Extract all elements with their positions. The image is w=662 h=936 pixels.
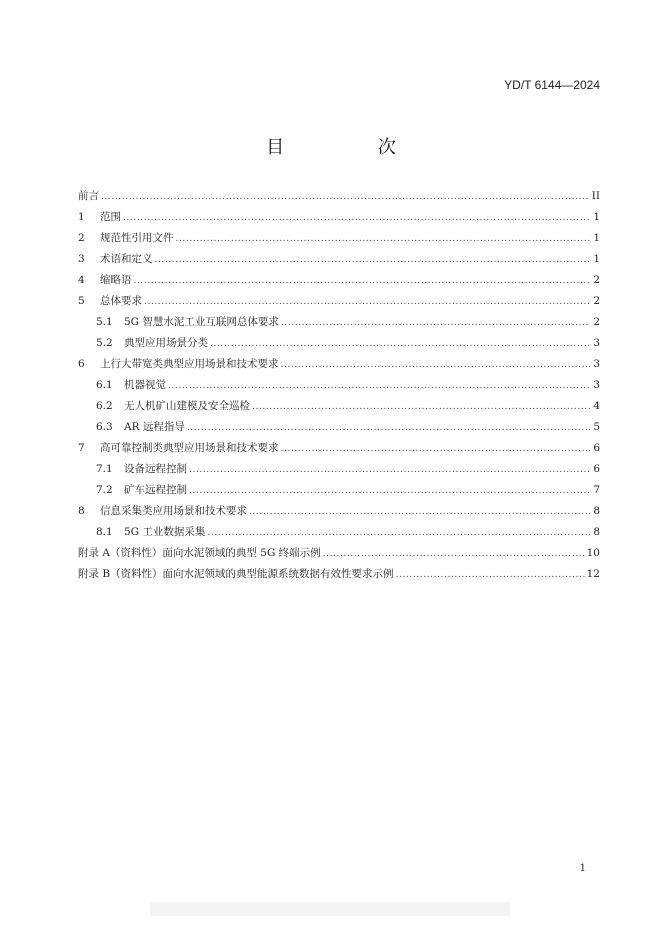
- toc-entry-title: 设备远程控制: [124, 463, 187, 475]
- toc-entry-number: 5.1: [96, 316, 113, 328]
- toc-entry-title: 信息采集类应用场景和技术要求: [100, 505, 247, 517]
- toc-entry-title: 前言: [78, 190, 99, 202]
- toc-entry-page: 8: [593, 526, 600, 538]
- toc-entry-title: 总体要求: [100, 295, 142, 307]
- toc-entry-number: 5.2: [96, 337, 113, 349]
- toc-entry-page: 8: [593, 505, 600, 517]
- toc-entry-number: 7.1: [96, 463, 113, 475]
- toc-entry-page: 2: [593, 295, 600, 307]
- toc-entry[interactable]: [78, 190, 600, 211]
- toc-dot-leader: [168, 380, 590, 392]
- toc-dot-leader: [281, 359, 591, 371]
- toc-entry-title: 5G 智慧水泥工业互联网总体要求: [124, 316, 279, 328]
- toc-dot-leader: [396, 569, 585, 581]
- toc-entry-page: II: [591, 190, 600, 202]
- toc-entry[interactable]: [78, 442, 600, 463]
- toc-entry-page: 1: [593, 253, 600, 265]
- toc-entry[interactable]: [78, 547, 600, 568]
- toc-entry-title: 上行大带宽类典型应用场景和技术要求: [100, 358, 279, 370]
- toc-entry[interactable]: [78, 526, 600, 547]
- toc-dot-leader: [207, 527, 590, 539]
- toc-entry[interactable]: [78, 463, 600, 484]
- toc-entry-title: 缩略语: [100, 274, 132, 286]
- toc-entry-title: 高可靠控制类典型应用场景和技术要求: [100, 442, 279, 454]
- toc-entry-title: 范围: [100, 211, 121, 223]
- toc-entry-number: 2: [78, 232, 85, 244]
- toc-entry-number: 6.2: [96, 400, 113, 412]
- toc-entry-page: 10: [586, 547, 600, 559]
- toc-dot-leader: [101, 191, 590, 203]
- toc-entry[interactable]: [78, 484, 600, 505]
- toc-dot-leader: [252, 401, 590, 413]
- toc-entry-page: 5: [593, 421, 600, 433]
- toc-dot-leader: [187, 422, 590, 434]
- toc-entry-page: 12: [586, 568, 600, 580]
- toc-entry-number: 3: [78, 253, 85, 265]
- toc-entry-page: 2: [593, 316, 600, 328]
- toc-dot-leader: [189, 485, 590, 497]
- toc-entry-title: 矿车远程控制: [124, 484, 187, 496]
- toc-entry-number: 6.1: [96, 379, 113, 391]
- page-title: 目 次: [266, 137, 440, 158]
- toc-entry-number: 8: [78, 505, 85, 517]
- toc-dot-leader: [281, 317, 590, 329]
- toc-entry-number: 1: [78, 211, 85, 223]
- toc-entry-number: 7: [78, 442, 85, 454]
- toc-dot-leader: [323, 548, 585, 560]
- toc-entry[interactable]: [78, 505, 600, 526]
- toc-entry[interactable]: [78, 211, 600, 232]
- toc-entry-page: 3: [593, 379, 600, 391]
- toc-entry[interactable]: [78, 379, 600, 400]
- toc-entry[interactable]: [78, 295, 600, 316]
- toc-entry-number: 5: [78, 295, 85, 307]
- toc-dot-leader: [134, 275, 591, 287]
- toc-entry-title: 附录 B（资料性）面向水泥领域的典型能源系统数据有效性要求示例: [78, 568, 394, 580]
- toc-entry[interactable]: [78, 568, 600, 589]
- toc-entry-page: 7: [593, 484, 600, 496]
- toc-entry-page: 1: [593, 211, 600, 223]
- toc-entry-number: 8.1: [96, 526, 113, 538]
- toc-entry-title: 无人机矿山建模及安全巡检: [124, 400, 250, 412]
- page-number: 1: [579, 863, 586, 874]
- document-id: YD/T 6144—2024: [504, 78, 600, 92]
- toc-entry-number: 4: [78, 274, 85, 286]
- toc-entry-page: 2: [593, 274, 600, 286]
- table-of-contents: [78, 190, 600, 589]
- toc-entry[interactable]: [78, 337, 600, 358]
- toc-entry[interactable]: [78, 253, 600, 274]
- toc-dot-leader: [176, 233, 591, 245]
- toc-entry[interactable]: [78, 421, 600, 442]
- toc-entry-number: 7.2: [96, 484, 113, 496]
- toc-dot-leader: [210, 338, 590, 350]
- toc-entry-number: 6.3: [96, 421, 113, 433]
- toc-entry[interactable]: [78, 316, 600, 337]
- toc-entry-title: 5G 工业数据采集: [124, 526, 206, 538]
- toc-entry[interactable]: [78, 400, 600, 421]
- toc-entry-page: 6: [593, 463, 600, 475]
- toc-entry[interactable]: [78, 274, 600, 295]
- toc-entry-title: 典型应用场景分类: [124, 337, 208, 349]
- toc-entry-number: 6: [78, 358, 85, 370]
- toc-dot-leader: [281, 443, 591, 455]
- toc-entry-page: 1: [593, 232, 600, 244]
- watermark-strip: [150, 902, 510, 916]
- toc-dot-leader: [144, 296, 590, 308]
- toc-dot-leader: [123, 212, 590, 224]
- toc-entry-page: 4: [593, 400, 600, 412]
- toc-entry-title: 机器视觉: [124, 379, 166, 391]
- toc-entry-title: AR 远程指导: [124, 421, 185, 433]
- toc-entry-title: 规范性引用文件: [100, 232, 174, 244]
- toc-dot-leader: [189, 464, 590, 476]
- toc-entry-title: 附录 A（资料性）面向水泥领域的典型 5G 终端示例: [78, 547, 321, 559]
- toc-dot-leader: [249, 506, 590, 518]
- toc-entry[interactable]: [78, 358, 600, 379]
- toc-entry-page: 3: [593, 337, 600, 349]
- toc-entry-page: 3: [593, 358, 600, 370]
- toc-dot-leader: [155, 254, 591, 266]
- toc-entry-title: 术语和定义: [100, 253, 153, 265]
- toc-entry[interactable]: [78, 232, 600, 253]
- toc-entry-page: 6: [593, 442, 600, 454]
